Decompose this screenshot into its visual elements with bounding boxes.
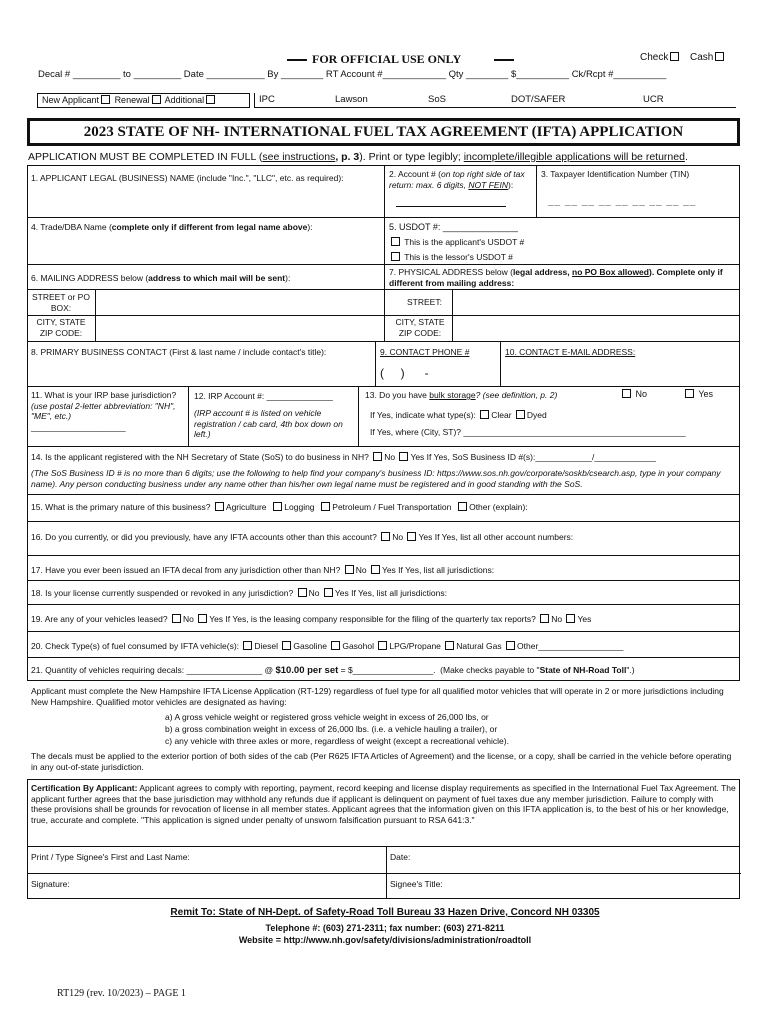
field-20-label: 20. Check Type(s) of fuel consumed by IFTA vehicle(s): Diesel Gasoline Gasohol LPG/Propane Natural Gas Other__________________ (31, 641, 624, 651)
bulk-no-checkbox[interactable] (622, 389, 631, 398)
field-13-label: 13. Do you have bulk storage? (see definition, p. 2) (365, 390, 558, 400)
usdot-label: 5. USDOT #: _______________ (389, 222, 518, 232)
agriculture-checkbox[interactable] (215, 502, 224, 511)
natural-gas-checkbox[interactable] (445, 641, 454, 650)
notice-item-c: c) any vehicle with three axles or more, regardless of weight (except a recreational vehicle). (165, 736, 509, 746)
phone-input[interactable]: ( ) - (380, 366, 429, 380)
bulk-location-row[interactable]: If Yes, where (City, ST)? _______________________________________________ (370, 427, 686, 437)
leasing-files-no-checkbox[interactable] (540, 614, 549, 623)
applicant-type-group: New Applicant Renewal Additional (37, 93, 250, 108)
field-2-label: 2. Account # (on top right side of tax return: max. 6 digits, NOT FEIN): (389, 169, 525, 190)
bulk-yes-checkbox[interactable] (685, 389, 694, 398)
sos-note: (The SoS Business ID # is no more than 6 digits; use the following to help find your company's business ID: https://www.sos.nh.gov/corporate/soskb/csearch.asp, type in your company name). Any person conducting business under any name other than his/her own legal name must be registered and in good standing with the SoS. (31, 468, 721, 489)
gasohol-checkbox[interactable] (331, 641, 340, 650)
field-6-label: 6. MAILING ADDRESS below (address to which mail will be sent): (31, 273, 291, 283)
bulk-dyed-checkbox[interactable] (516, 410, 525, 419)
physical-street-label: STREET: (407, 297, 442, 307)
title-dash-left (287, 59, 307, 61)
decal-other-yes-checkbox[interactable] (371, 565, 380, 574)
leased-no-checkbox[interactable] (172, 614, 181, 623)
sos-yes-checkbox[interactable] (399, 452, 408, 461)
sos-no-checkbox[interactable] (373, 452, 382, 461)
footer (0, 907, 770, 945)
logging-checkbox[interactable] (273, 502, 282, 511)
field-21-label: 21. Quantity of vehicles requiring decals: ________________ @ $10.00 per set = $_________________. (Make checks payable to "State of NH-Road Toll".) (31, 665, 635, 676)
field-1-label: 1. APPLICANT LEGAL (BUSINESS) NAME (include "Inc.", "LLC", etc. as required): (31, 173, 344, 183)
other-business-checkbox[interactable] (458, 502, 467, 511)
leased-yes-checkbox[interactable] (198, 614, 207, 623)
field-18-label: 18. Is your license currently suspended or revoked in any jurisdiction? No Yes If Yes, list all jurisdictions: (31, 588, 447, 598)
mailing-street-label: STREET or PO BOX: (32, 292, 90, 313)
irp-base-input[interactable]: ____________________ (31, 421, 126, 432)
title-dash-right (494, 59, 514, 61)
check-box-label: Check (640, 52, 681, 63)
gasoline-checkbox[interactable] (282, 641, 291, 650)
usdot-lessor-checkbox[interactable] (391, 252, 400, 261)
remit-to: Remit To: State of NH-Dept. of Safety-Road Toll Bureau 33 Hazen Drive, Concord NH 03305 (170, 907, 600, 918)
notice-item-a: a) A gross vehicle weight or registered gross vehicle weight in excess of 26,000 lbs, or (165, 712, 489, 722)
irp-account-label: 12. IRP Account #: ______________ (194, 391, 333, 401)
check-checkbox[interactable] (670, 52, 679, 61)
notice-paragraph-2: The decals must be applied to the exterior portion of both sides of the cab (Per R625 IFTA Articles of Agreement) and the license, or a copy, shall be carried in the vehicle before operating in any out-of-state jurisdiction. (31, 751, 732, 772)
signature-label: Signature: (31, 879, 70, 889)
additional-checkbox[interactable] (206, 95, 215, 104)
field-3-label: 3. Taxpayer Identification Number (TIN) (541, 169, 690, 179)
physical-street-input[interactable] (454, 290, 738, 314)
ifta-other-yes-checkbox[interactable] (407, 532, 416, 541)
contact-name-input[interactable] (30, 360, 373, 384)
bulk-clear-checkbox[interactable] (480, 410, 489, 419)
legal-name-input[interactable] (30, 185, 380, 215)
physical-city-input[interactable] (454, 316, 738, 340)
other-fuel-checkbox[interactable] (506, 641, 515, 650)
license-suspended-yes-checkbox[interactable] (324, 588, 333, 597)
account-number-input[interactable] (396, 206, 506, 207)
form-title-box (27, 118, 740, 146)
field-8-label: 8. PRIMARY BUSINESS CONTACT (First & last name / include contact's title): (31, 347, 327, 357)
field-17-label: 17. Have you ever been issued an IFTA decal from any jurisdiction other than NH? No Yes If Yes, list all jurisdictions: (31, 565, 495, 575)
field-14-label: 14. Is the applicant registered with the NH Secretary of State (SoS) to do business in NH? No Yes If Yes, SoS Business ID #(s):____________/_____________ (31, 452, 656, 462)
new-applicant-checkbox[interactable] (101, 95, 110, 104)
physical-city-label: CITY, STATE ZIP CODE: (395, 317, 445, 338)
usdot-applicant-option: This is the applicant's USDOT # (389, 237, 524, 247)
date-label: Date: (390, 852, 411, 862)
mailing-city-input[interactable] (97, 316, 382, 340)
bulk-no-option: No (620, 389, 647, 399)
diesel-checkbox[interactable] (243, 641, 252, 650)
office-codes: IPC Lawson SoS DOT/SAFER UCR (254, 93, 736, 108)
certification-box (27, 779, 740, 847)
lpg-propane-checkbox[interactable] (378, 641, 387, 650)
irp-account-note: (IRP account # is listed on vehicle registration / cab card, 4th box down on left.) (194, 408, 343, 440)
field-15-label: 15. What is the primary nature of this business? Agriculture Logging Petroleum / Fuel Transportation Other (explain): (31, 502, 528, 512)
notice-paragraph-1: Applicant must complete the New Hampshire IFTA License Application (RT-129) regardless of fuel type for all qualified motor vehicles that will operate in 2 or more jurisdictions including New Hampshire. Qualified motor vehicles are designated as having: (31, 686, 724, 707)
bulk-type-row: If Yes, indicate what type(s): Clear Dyed (370, 410, 547, 420)
decal-other-no-checkbox[interactable] (345, 565, 354, 574)
mailing-city-label: CITY, STATE ZIP CODE: (36, 317, 86, 338)
cash-box-label: Cash (690, 52, 726, 63)
signature-box (27, 847, 740, 899)
field-10-label: 10. CONTACT E-MAIL ADDRESS: (505, 347, 636, 357)
notice-item-b: b) a gross combination weight in excess of 26,000 lbs. (i.e. a vehicle hauling a trailer), or (165, 724, 498, 734)
leasing-files-yes-checkbox[interactable] (566, 614, 575, 623)
cash-checkbox[interactable] (715, 52, 724, 61)
instructions-line: APPLICATION MUST BE COMPLETED IN FULL (see instructions, p. 3). Print or type legibly; incomplete/illegible applications will be returned. (28, 151, 688, 163)
instructions-link[interactable]: see instructions (262, 151, 336, 163)
usdot-applicant-checkbox[interactable] (391, 237, 400, 246)
footer-phone: Telephone #: (603) 271-2311; fax number: (603) 271-8211 (265, 923, 505, 933)
official-use-title: FOR OFFICIAL USE ONLY (312, 52, 462, 66)
signee-title-label: Signee's Title: (390, 879, 443, 889)
bulk-yes-option: Yes (683, 389, 713, 399)
field-4-label: 4. Trade/DBA Name (complete only if different from legal name above): (31, 222, 313, 232)
field-16-label: 16. Do you currently, or did you previously, have any IFTA accounts other than this account? No Yes If Yes, list all other account numbers: (31, 532, 574, 542)
field-9-label: 9. CONTACT PHONE # (380, 347, 470, 357)
mailing-street-input[interactable] (97, 290, 382, 314)
usdot-lessor-option: This is the lessor's USDOT # (389, 252, 513, 262)
field-11-label: 11. What is your IRP base jurisdiction? (use postal 2-letter abbreviation: "NH", "ME", etc.) ____________________ (31, 390, 177, 432)
ifta-other-no-checkbox[interactable] (381, 532, 390, 541)
license-suspended-no-checkbox[interactable] (298, 588, 307, 597)
form-title: 2023 STATE OF NH- INTERNATIONAL FUEL TAX AGREEMENT (IFTA) APPLICATION (83, 124, 684, 140)
petroleum-checkbox[interactable] (321, 502, 330, 511)
field-19-label: 19. Are any of your vehicles leased? No Yes If Yes, is the leasing company responsible for the filing of the quarterly tax reports? No Yes (31, 614, 592, 624)
email-input[interactable] (503, 360, 738, 384)
tin-input[interactable]: __ __ __ __ __ __ __ __ __ (548, 196, 697, 207)
office-row1: Decal # _________ to _________ Date ___________ By ________ RT Account #____________ Qty ________ $__________ Ck/Rcpt #__________ (38, 69, 667, 80)
dba-name-input[interactable] (30, 234, 380, 262)
field-7-label: 7. PHYSICAL ADDRESS below (legal address, no PO Box allowed). Complete only if different from mailing address: (389, 267, 723, 288)
page-number: RT129 (rev. 10/2023) – PAGE 1 (57, 988, 186, 999)
footer-website[interactable]: Website = http://www.nh.gov/safety/divisions/administration/roadtoll (238, 935, 532, 945)
renewal-checkbox[interactable] (152, 95, 161, 104)
certification-text: Certification By Applicant: Applicant agrees to comply with reporting, payment, record keeping and license display requirements as specified in the International Fuel Tax Agreement. The applicant further agrees that the base jurisdiction may withhold any refunds due if applicant is delinquent on payment of fuel taxes due any member jurisdiction. Failure to comply with these provisions shall be grounds for revocation of license in all member states. Applicant agrees that the information given on this IFTA application is, to the best of his or her knowledge, true, accurate and complete. "This application is signed under penalty of unsworn falsification pursuant to RSA 641:3." (31, 783, 736, 825)
signee-name-label: Print / Type Signee's First and Last Name: (31, 852, 190, 862)
